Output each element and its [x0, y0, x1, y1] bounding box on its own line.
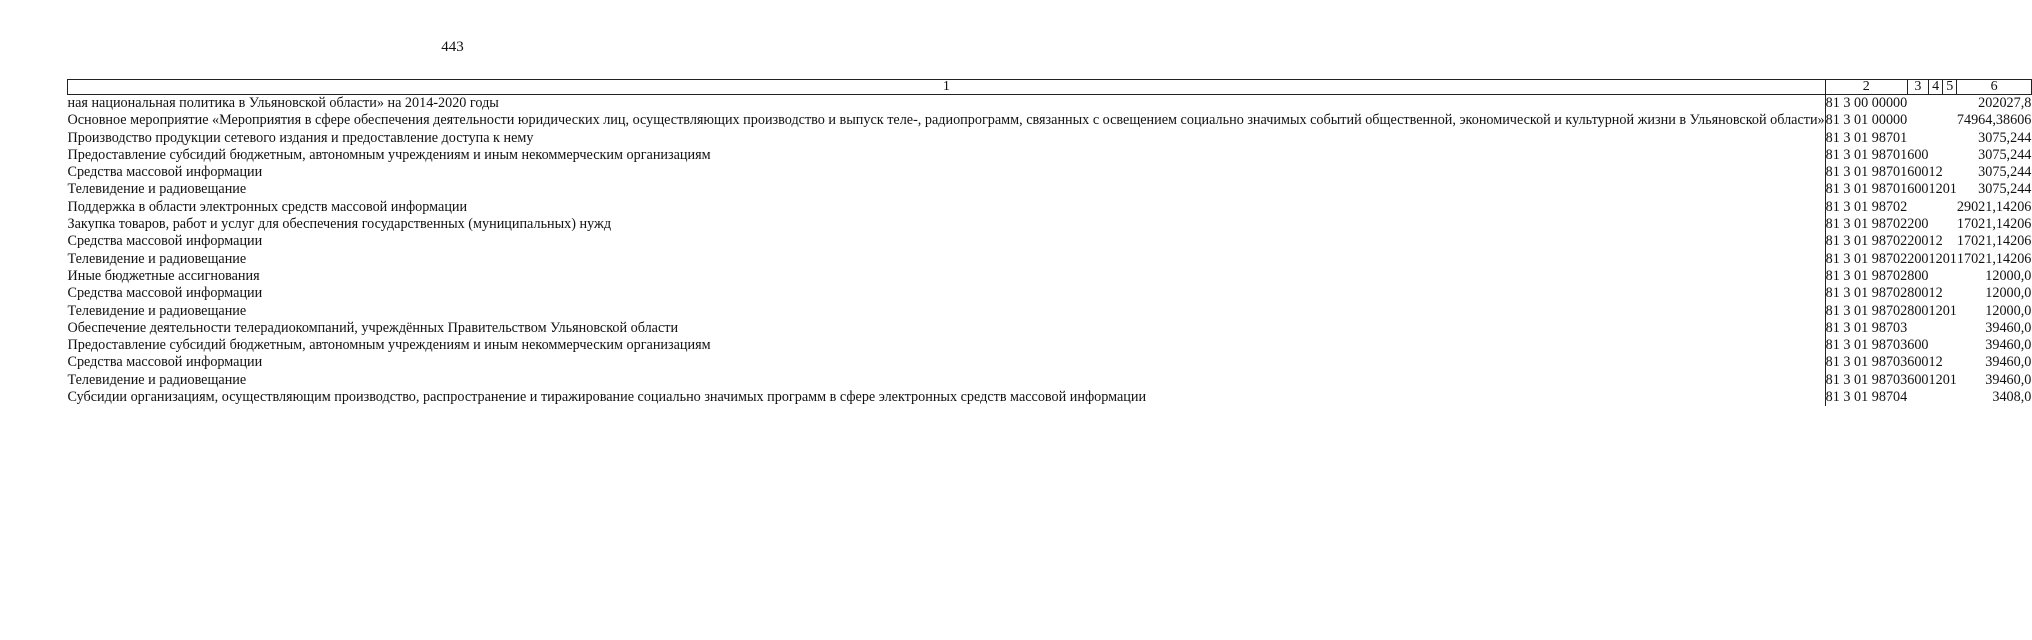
header-col-2: 2 — [1825, 80, 1907, 95]
section-code: 12 — [1928, 164, 1943, 181]
column-number-header — [68, 80, 2032, 95]
section-code — [1929, 216, 1943, 233]
section-code — [1929, 268, 1943, 285]
amount: 12000,0 — [1985, 267, 2032, 284]
item-name: Закупка товаров, работ и услуг для обеспечения государственных (муниципальных) нужд — [68, 216, 1826, 233]
target-code: 81 3 01 98703 — [1825, 319, 1908, 336]
amount: 17021,14206 — [1956, 216, 2032, 233]
amount: 74964,38606 — [1956, 112, 2032, 129]
item-name: Телевидение и радиовещание — [68, 303, 1826, 320]
header-col-3: 3 — [1907, 80, 1928, 95]
target-code: 81 3 01 98703 — [1825, 354, 1908, 371]
expense-type: 800 — [1907, 285, 1929, 302]
amount: 202027,8 — [1978, 95, 2032, 111]
target-code: 81 3 01 00000 — [1825, 112, 1908, 129]
amount: 17021,14206 — [1956, 250, 2032, 267]
table-row — [68, 164, 2032, 181]
expense-type: 200 — [1907, 233, 1929, 250]
target-code: 81 3 01 98701 — [1825, 129, 1908, 146]
subsection-code — [1943, 216, 1957, 233]
expense-type — [1907, 320, 1928, 337]
amount: 39460,0 — [1985, 354, 2032, 371]
section-code: 12 — [1928, 285, 1943, 302]
target-code: 81 3 01 98702 — [1825, 216, 1908, 233]
table-row — [68, 233, 2032, 250]
expense-type: 800 — [1907, 267, 1929, 284]
table-row — [68, 181, 2032, 198]
subsection-code — [1943, 268, 1957, 285]
amount: 3075,244 — [1978, 164, 2032, 181]
section-code: 12 — [1928, 302, 1943, 319]
amount: 29021,14206 — [1956, 198, 2032, 215]
subsection-code — [1943, 354, 1957, 371]
expense-type: 200 — [1907, 216, 1929, 233]
target-code: 81 3 01 98702 — [1825, 250, 1908, 267]
target-code: 81 3 01 98702 — [1825, 198, 1908, 215]
subsection-code — [1943, 233, 1957, 250]
page-number: 443 — [441, 39, 464, 55]
target-code: 81 3 01 98703 — [1825, 371, 1908, 388]
item-name: ная национальная политика в Ульяновской области» на 2014-2020 годы — [68, 95, 1826, 113]
amount: 3075,244 — [1978, 146, 2032, 163]
target-code: 81 3 01 98704 — [1825, 389, 1908, 406]
item-name: Поддержка в области электронных средств массовой информации — [68, 199, 1826, 216]
subsection-code — [1943, 389, 1957, 406]
item-name: Предоставление субсидий бюджетным, автономным учреждениям и иным некоммерческим организациям — [68, 147, 1826, 164]
item-name: Средства массовой информации — [68, 233, 1826, 250]
section-code: 12 — [1928, 181, 1943, 198]
subsection-code — [1943, 285, 1957, 302]
table-row — [68, 147, 2032, 164]
table-row — [68, 199, 2032, 216]
header-col-5: 5 — [1943, 80, 1957, 95]
item-name: Производство продукции сетевого издания и предоставление доступа к нему — [68, 130, 1826, 147]
item-name: Иные бюджетные ассигнования — [68, 268, 1826, 285]
table-row — [68, 251, 2032, 268]
table-row — [68, 320, 2032, 337]
section-code — [1929, 320, 1943, 337]
section-code: 12 — [1928, 233, 1943, 250]
budget-table — [67, 79, 2032, 406]
table-row — [68, 354, 2032, 371]
item-name: Средства массовой информации — [68, 354, 1826, 371]
amount: 12000,0 — [1985, 285, 2032, 302]
item-name: Субсидии организациям, осуществляющим производство, распространение и тиражирование социально значимых программ в сфере электронных средств массовой информации — [68, 389, 1826, 406]
table-row — [68, 285, 2032, 302]
item-name: Телевидение и радиовещание — [68, 181, 1826, 198]
amount: 3408,0 — [1992, 389, 2032, 406]
target-code: 81 3 01 98701 — [1825, 164, 1908, 181]
header-col-4: 4 — [1929, 80, 1943, 95]
section-code — [1929, 147, 1943, 164]
table-row — [68, 389, 2032, 406]
table-row — [68, 268, 2032, 285]
amount: 39460,0 — [1985, 319, 2032, 336]
subsection-code: 01 — [1942, 302, 1957, 319]
expense-type: 600 — [1907, 146, 1929, 163]
table-row — [68, 130, 2032, 147]
subsection-code: 01 — [1942, 371, 1957, 388]
item-name: Телевидение и радиовещание — [68, 251, 1826, 268]
subsection-code — [1943, 95, 1957, 113]
expense-type — [1907, 130, 1928, 147]
amount: 3075,244 — [1978, 129, 2032, 146]
target-code: 81 3 01 98702 — [1825, 302, 1908, 319]
subsection-code: 01 — [1942, 181, 1957, 198]
section-code: 12 — [1928, 371, 1943, 388]
item-name: Средства массовой информации — [68, 164, 1826, 181]
expense-type — [1907, 112, 1928, 129]
item-name: Средства массовой информации — [68, 285, 1826, 302]
target-code: 81 3 01 98701 — [1825, 146, 1908, 163]
expense-type: 600 — [1907, 337, 1929, 354]
table-row — [68, 372, 2032, 389]
item-name: Обеспечение деятельности телерадиокомпаний, учреждённых Правительством Ульяновской области — [68, 320, 1826, 337]
table-row — [68, 303, 2032, 320]
item-name: Предоставление субсидий бюджетным, автономным учреждениям и иным некоммерческим организациям — [68, 337, 1826, 354]
section-code — [1929, 199, 1943, 216]
table-body — [68, 95, 2032, 407]
section-code — [1929, 95, 1943, 113]
table-row — [68, 112, 2032, 129]
expense-type: 600 — [1907, 181, 1929, 198]
expense-type — [1907, 199, 1928, 216]
amount: 39460,0 — [1985, 337, 2032, 354]
subsection-code — [1943, 337, 1957, 354]
header-col-6: 6 — [1957, 80, 2031, 95]
item-name: Основное мероприятие «Мероприятия в сфере обеспечения деятельности юридических лиц, осуществляющих производство и выпуск теле-, радиопрограмм, связанных с освещением социально значимых событий общественной, экономической и культурной жизни в Ульяновской области» — [67, 112, 1825, 129]
target-code: 81 3 00 00000 — [1825, 95, 1908, 111]
section-code — [1929, 389, 1943, 406]
subsection-code — [1943, 130, 1957, 147]
table-row — [68, 337, 2032, 354]
header-col-1: 1 — [68, 80, 1826, 95]
expense-type — [1907, 95, 1928, 113]
expense-type: 800 — [1907, 302, 1929, 319]
subsection-code — [1943, 112, 1957, 129]
subsection-code: 01 — [1942, 250, 1957, 267]
expense-type — [1907, 389, 1928, 406]
amount: 39460,0 — [1985, 371, 2032, 388]
subsection-code — [1943, 199, 1957, 216]
target-code: 81 3 01 98702 — [1825, 267, 1908, 284]
expense-type: 200 — [1907, 250, 1929, 267]
section-code — [1929, 112, 1943, 129]
target-code: 81 3 01 98702 — [1825, 285, 1908, 302]
subsection-code — [1943, 320, 1957, 337]
item-name: Телевидение и радиовещание — [68, 372, 1826, 389]
target-code: 81 3 01 98702 — [1825, 233, 1908, 250]
section-code — [1929, 337, 1943, 354]
subsection-code — [1943, 164, 1957, 181]
expense-type: 600 — [1907, 371, 1929, 388]
table-row — [68, 216, 2032, 233]
table-row — [68, 95, 2032, 113]
section-code: 12 — [1928, 250, 1943, 267]
target-code: 81 3 01 98701 — [1825, 181, 1908, 198]
expense-type: 600 — [1907, 354, 1929, 371]
amount: 17021,14206 — [1956, 233, 2032, 250]
target-code: 81 3 01 98703 — [1825, 337, 1908, 354]
amount: 12000,0 — [1985, 302, 2032, 319]
expense-type: 600 — [1907, 164, 1929, 181]
amount: 3075,244 — [1978, 181, 2032, 198]
section-code: 12 — [1928, 354, 1943, 371]
subsection-code — [1943, 147, 1957, 164]
section-code — [1929, 130, 1943, 147]
